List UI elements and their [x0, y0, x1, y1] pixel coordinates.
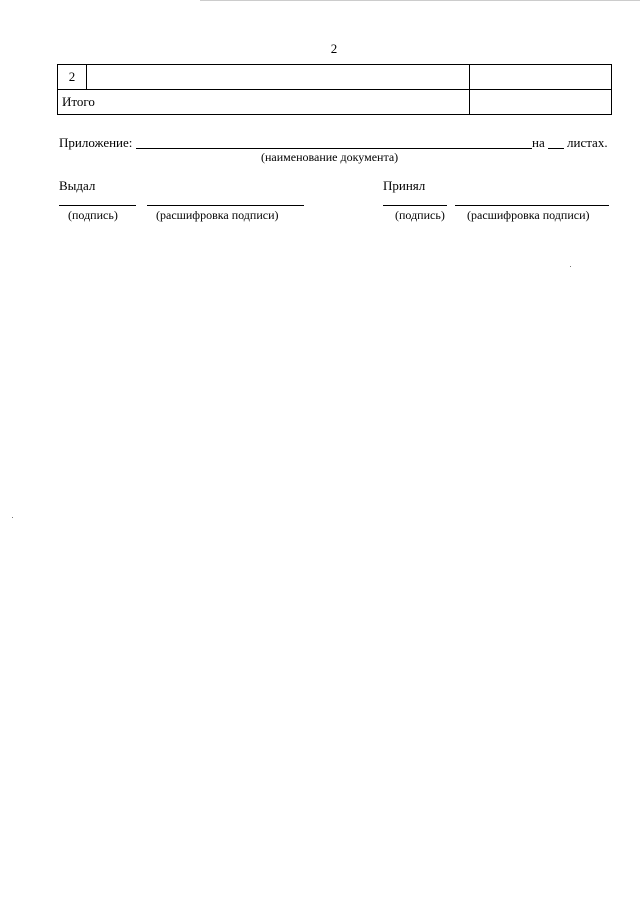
attachment-document-blank: [136, 148, 532, 149]
attachment-sheets-blank: [548, 148, 564, 149]
issued-decoding-line: [147, 205, 304, 206]
attachment-label: Приложение:: [59, 135, 133, 150]
received-decoding-line: [455, 205, 609, 206]
received-decoding-caption: (расшифровка подписи): [467, 208, 590, 222]
scan-speck: [570, 266, 571, 267]
items-table: [57, 64, 612, 115]
scan-edge: [200, 0, 640, 1]
total-label-cell: Итого: [58, 90, 470, 115]
table-row: [58, 65, 612, 90]
issued-label: Выдал: [59, 178, 96, 193]
attachment-na-text: на: [532, 135, 545, 150]
row-value-cell: [470, 65, 612, 90]
row-name-cell: [87, 65, 470, 90]
row-number-cell: 2: [58, 65, 87, 90]
attachment-sheets-text: листах.: [567, 135, 608, 150]
issued-signature-caption: (подпись): [68, 208, 118, 222]
document-name-caption: (наименование документа): [261, 150, 399, 164]
page-number: 2: [330, 41, 338, 56]
received-label: Принял: [383, 178, 426, 193]
scan-speck: [12, 517, 13, 518]
table-total-row: [58, 90, 612, 115]
issued-signature-line: [59, 205, 136, 206]
issued-decoding-caption: (расшифровка подписи): [156, 208, 279, 222]
received-signature-line: [383, 205, 447, 206]
received-signature-caption: (подпись): [395, 208, 445, 222]
total-value-cell: [470, 90, 612, 115]
